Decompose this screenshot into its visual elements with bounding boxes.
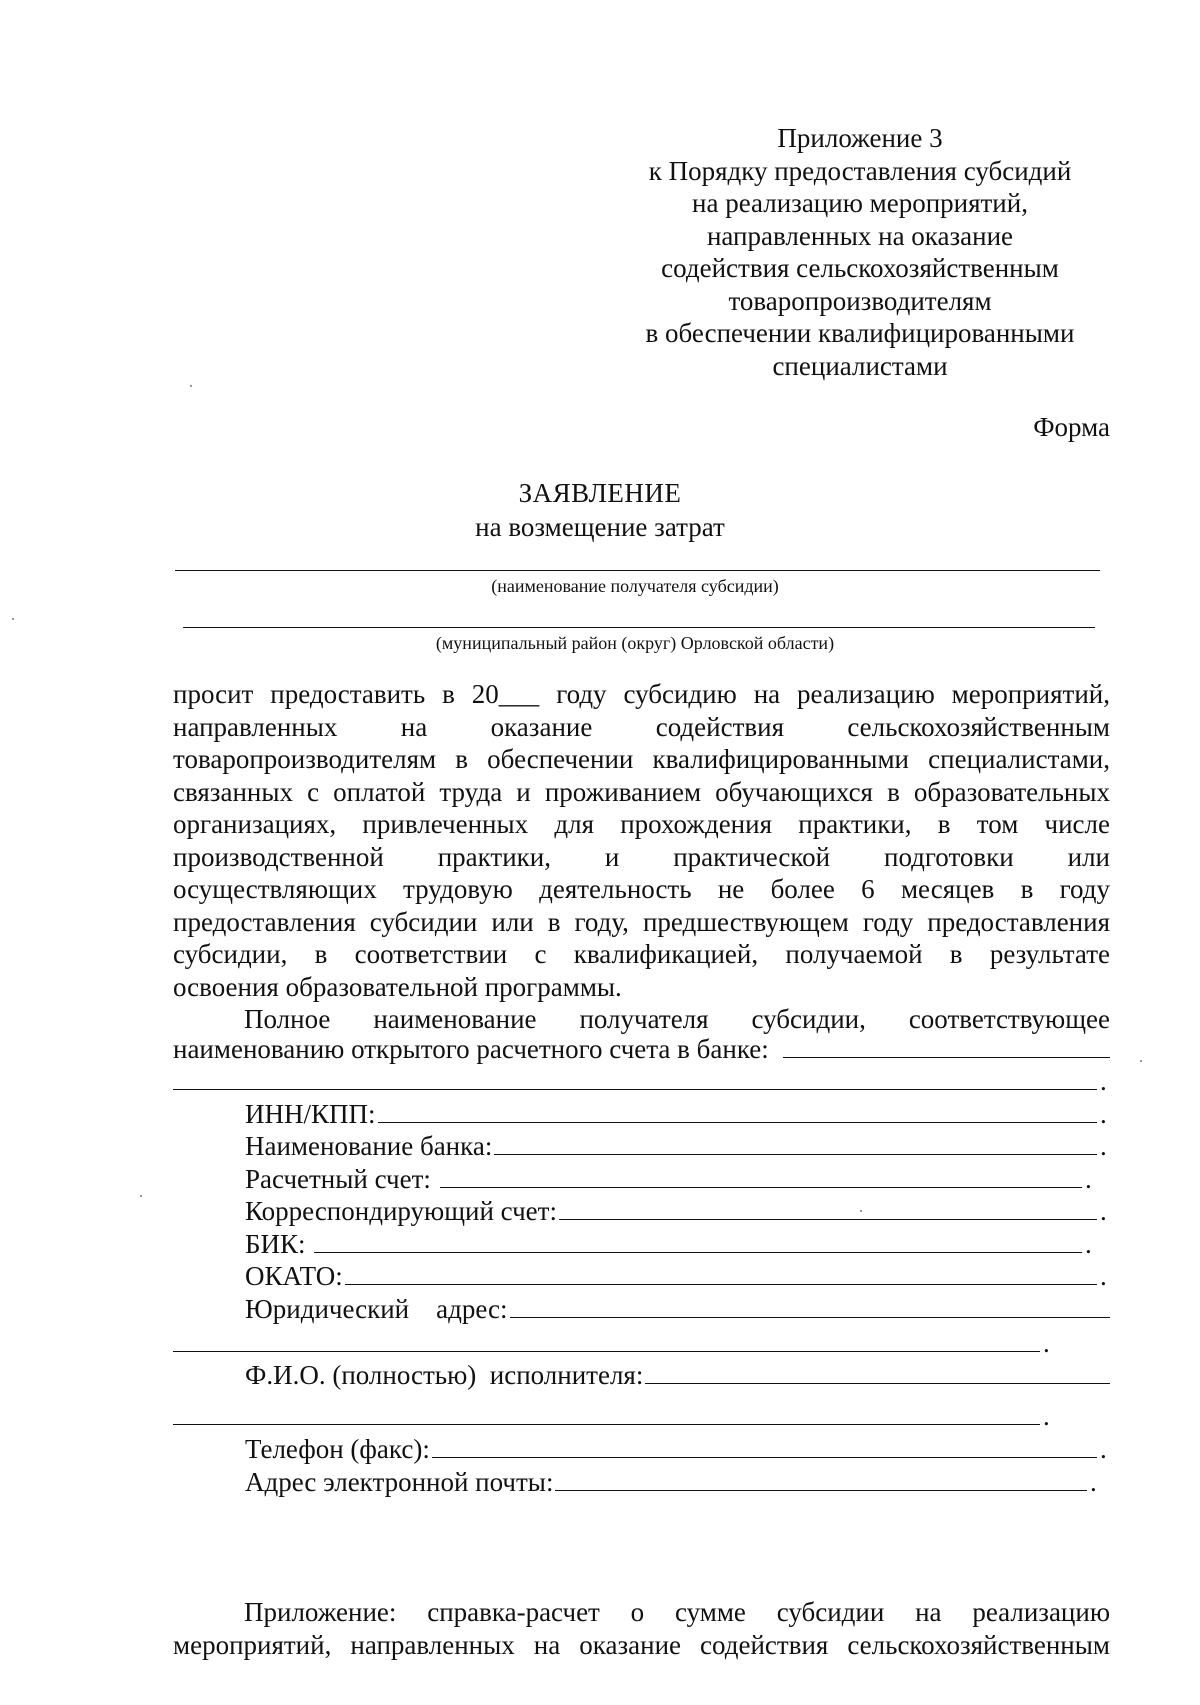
bank-name-input-line[interactable] [494, 1132, 1097, 1155]
executor-input-line-2[interactable] [173, 1402, 1040, 1425]
legal-address-label: Юридический адрес: [245, 1294, 508, 1324]
legal-address-input-line-2[interactable] [173, 1329, 1040, 1352]
attachment-line: мероприятий, направленных на оказание содействия сельскохозяйственным [173, 1629, 1110, 1660]
full-name-label-2: наименованию открытого расчетного счета в банке: [173, 1034, 769, 1064]
account-field[interactable]: Расчетный счет: . [245, 1164, 1092, 1194]
phone-field[interactable]: Телефон (факс): . [245, 1434, 1107, 1464]
okato-label: ОКАТО: [245, 1261, 343, 1291]
email-input-line[interactable] [555, 1468, 1087, 1491]
appendix-line: специалистами [772, 350, 948, 381]
document-subtitle: на возмещение затрат [475, 512, 725, 542]
district-line[interactable] [183, 627, 1095, 628]
bik-field[interactable]: БИК: . [245, 1229, 1092, 1259]
bik-input-line[interactable] [314, 1230, 1082, 1253]
okato-input-line[interactable] [345, 1262, 1097, 1285]
inn-kpp-input-line[interactable] [378, 1100, 1097, 1123]
body-line: субсидии, в соответствии с квалификацией, получаемой в результате [173, 939, 1110, 969]
corr-account-field[interactable]: Корреспондирующий счет: . [245, 1196, 1107, 1226]
body-line: осуществляющих трудовую деятельность не более 6 месяцев в году [173, 874, 1110, 904]
appendix-line: Приложение 3 [777, 123, 943, 153]
full-name-label: Полное наименование получателя субсидии, соответствующее [244, 1004, 1110, 1034]
phone-label: Телефон (факс): [245, 1434, 430, 1464]
body-line: предоставления субсидии или в году, предшествующем году предоставления [173, 906, 1110, 937]
document-title: ЗАЯВЛЕНИЕ [518, 478, 682, 508]
attachment-line: Приложение: справка-расчет о сумме субсидии на реализацию [244, 1597, 1110, 1627]
executor-label: Ф.И.О. (полностью) исполнителя: [245, 1360, 644, 1390]
body-line: освоения образовательной программы. [173, 971, 622, 1002]
corr-account-input-line[interactable] [559, 1197, 1097, 1220]
recipient-name-line[interactable] [175, 570, 1100, 571]
appendix-line: на реализацию мероприятий, [692, 188, 1028, 218]
account-input-line[interactable] [440, 1165, 1082, 1188]
full-name-input-line-2[interactable] [173, 1067, 1097, 1090]
recipient-caption: (наименование получателя субсидии) [491, 576, 779, 596]
executor-field[interactable] [245, 1360, 1110, 1392]
executor-input-line[interactable] [645, 1361, 1110, 1384]
corr-account-label: Корреспондирующий счет: [245, 1196, 557, 1226]
email-field[interactable]: Адрес электронной почты: . [245, 1467, 1097, 1497]
scan-speck [12, 618, 14, 620]
executor-continuation[interactable]: . [173, 1401, 1053, 1433]
account-label: Расчетный счет: [245, 1164, 438, 1194]
body-line: производственной практики, и практической подготовки или [173, 841, 1110, 872]
bank-name-field[interactable]: Наименование банка: . [245, 1131, 1107, 1161]
full-name-input-line[interactable] [783, 1035, 1110, 1058]
body-line: просит предоставить в 20___ году субсидию на реализацию мероприятий, [173, 679, 1110, 709]
body-line: товаропроизводителям в обеспечении квалифицированными специалистами, [173, 744, 1110, 774]
legal-address-input-line[interactable] [510, 1295, 1111, 1318]
phone-input-line[interactable] [432, 1435, 1097, 1458]
scan-speck [1140, 1060, 1142, 1062]
appendix-line: к Порядку предоставления субсидий [648, 155, 1072, 186]
appendix-line: товаропроизводителям [728, 285, 992, 316]
appendix-line: содействия сельскохозяйственным [661, 253, 1059, 283]
form-label: Форма [1033, 412, 1110, 442]
body-line: направленных на оказание содействия сельскохозяйственным [173, 711, 1110, 742]
scan-speck [190, 385, 192, 387]
bik-label: БИК: [245, 1229, 313, 1259]
appendix-line: направленных на оказание [706, 220, 1014, 251]
body-line: организациях, привлеченных для прохождения практики, в том числе [173, 809, 1110, 839]
appendix-line: в обеспечении квалифицированными [645, 318, 1075, 348]
scan-speck [140, 1195, 142, 1197]
bank-name-label: Наименование банка: [245, 1131, 493, 1161]
legal-address-field[interactable] [245, 1294, 1110, 1326]
body-line: связанных с оплатой труда и проживанием обучающихся в образовательных [173, 776, 1110, 807]
full-name-field[interactable] [173, 1034, 1110, 1066]
attachment-paragraph [173, 1596, 1110, 1661]
full-name-continuation[interactable]: . [173, 1066, 1110, 1098]
request-paragraph [173, 678, 1110, 1036]
email-label: Адрес электронной почты: [245, 1467, 554, 1497]
legal-address-continuation[interactable]: . [173, 1328, 1053, 1360]
appendix-header [620, 122, 1100, 382]
scan-speck [860, 1210, 862, 1212]
inn-kpp-label: ИНН/КПП: [245, 1099, 376, 1129]
inn-kpp-field[interactable]: ИНН/КПП: . [245, 1099, 1107, 1129]
okato-field[interactable]: ОКАТО: . [245, 1261, 1107, 1291]
district-caption: (муниципальный район (округ) Орловской области) [435, 633, 835, 653]
